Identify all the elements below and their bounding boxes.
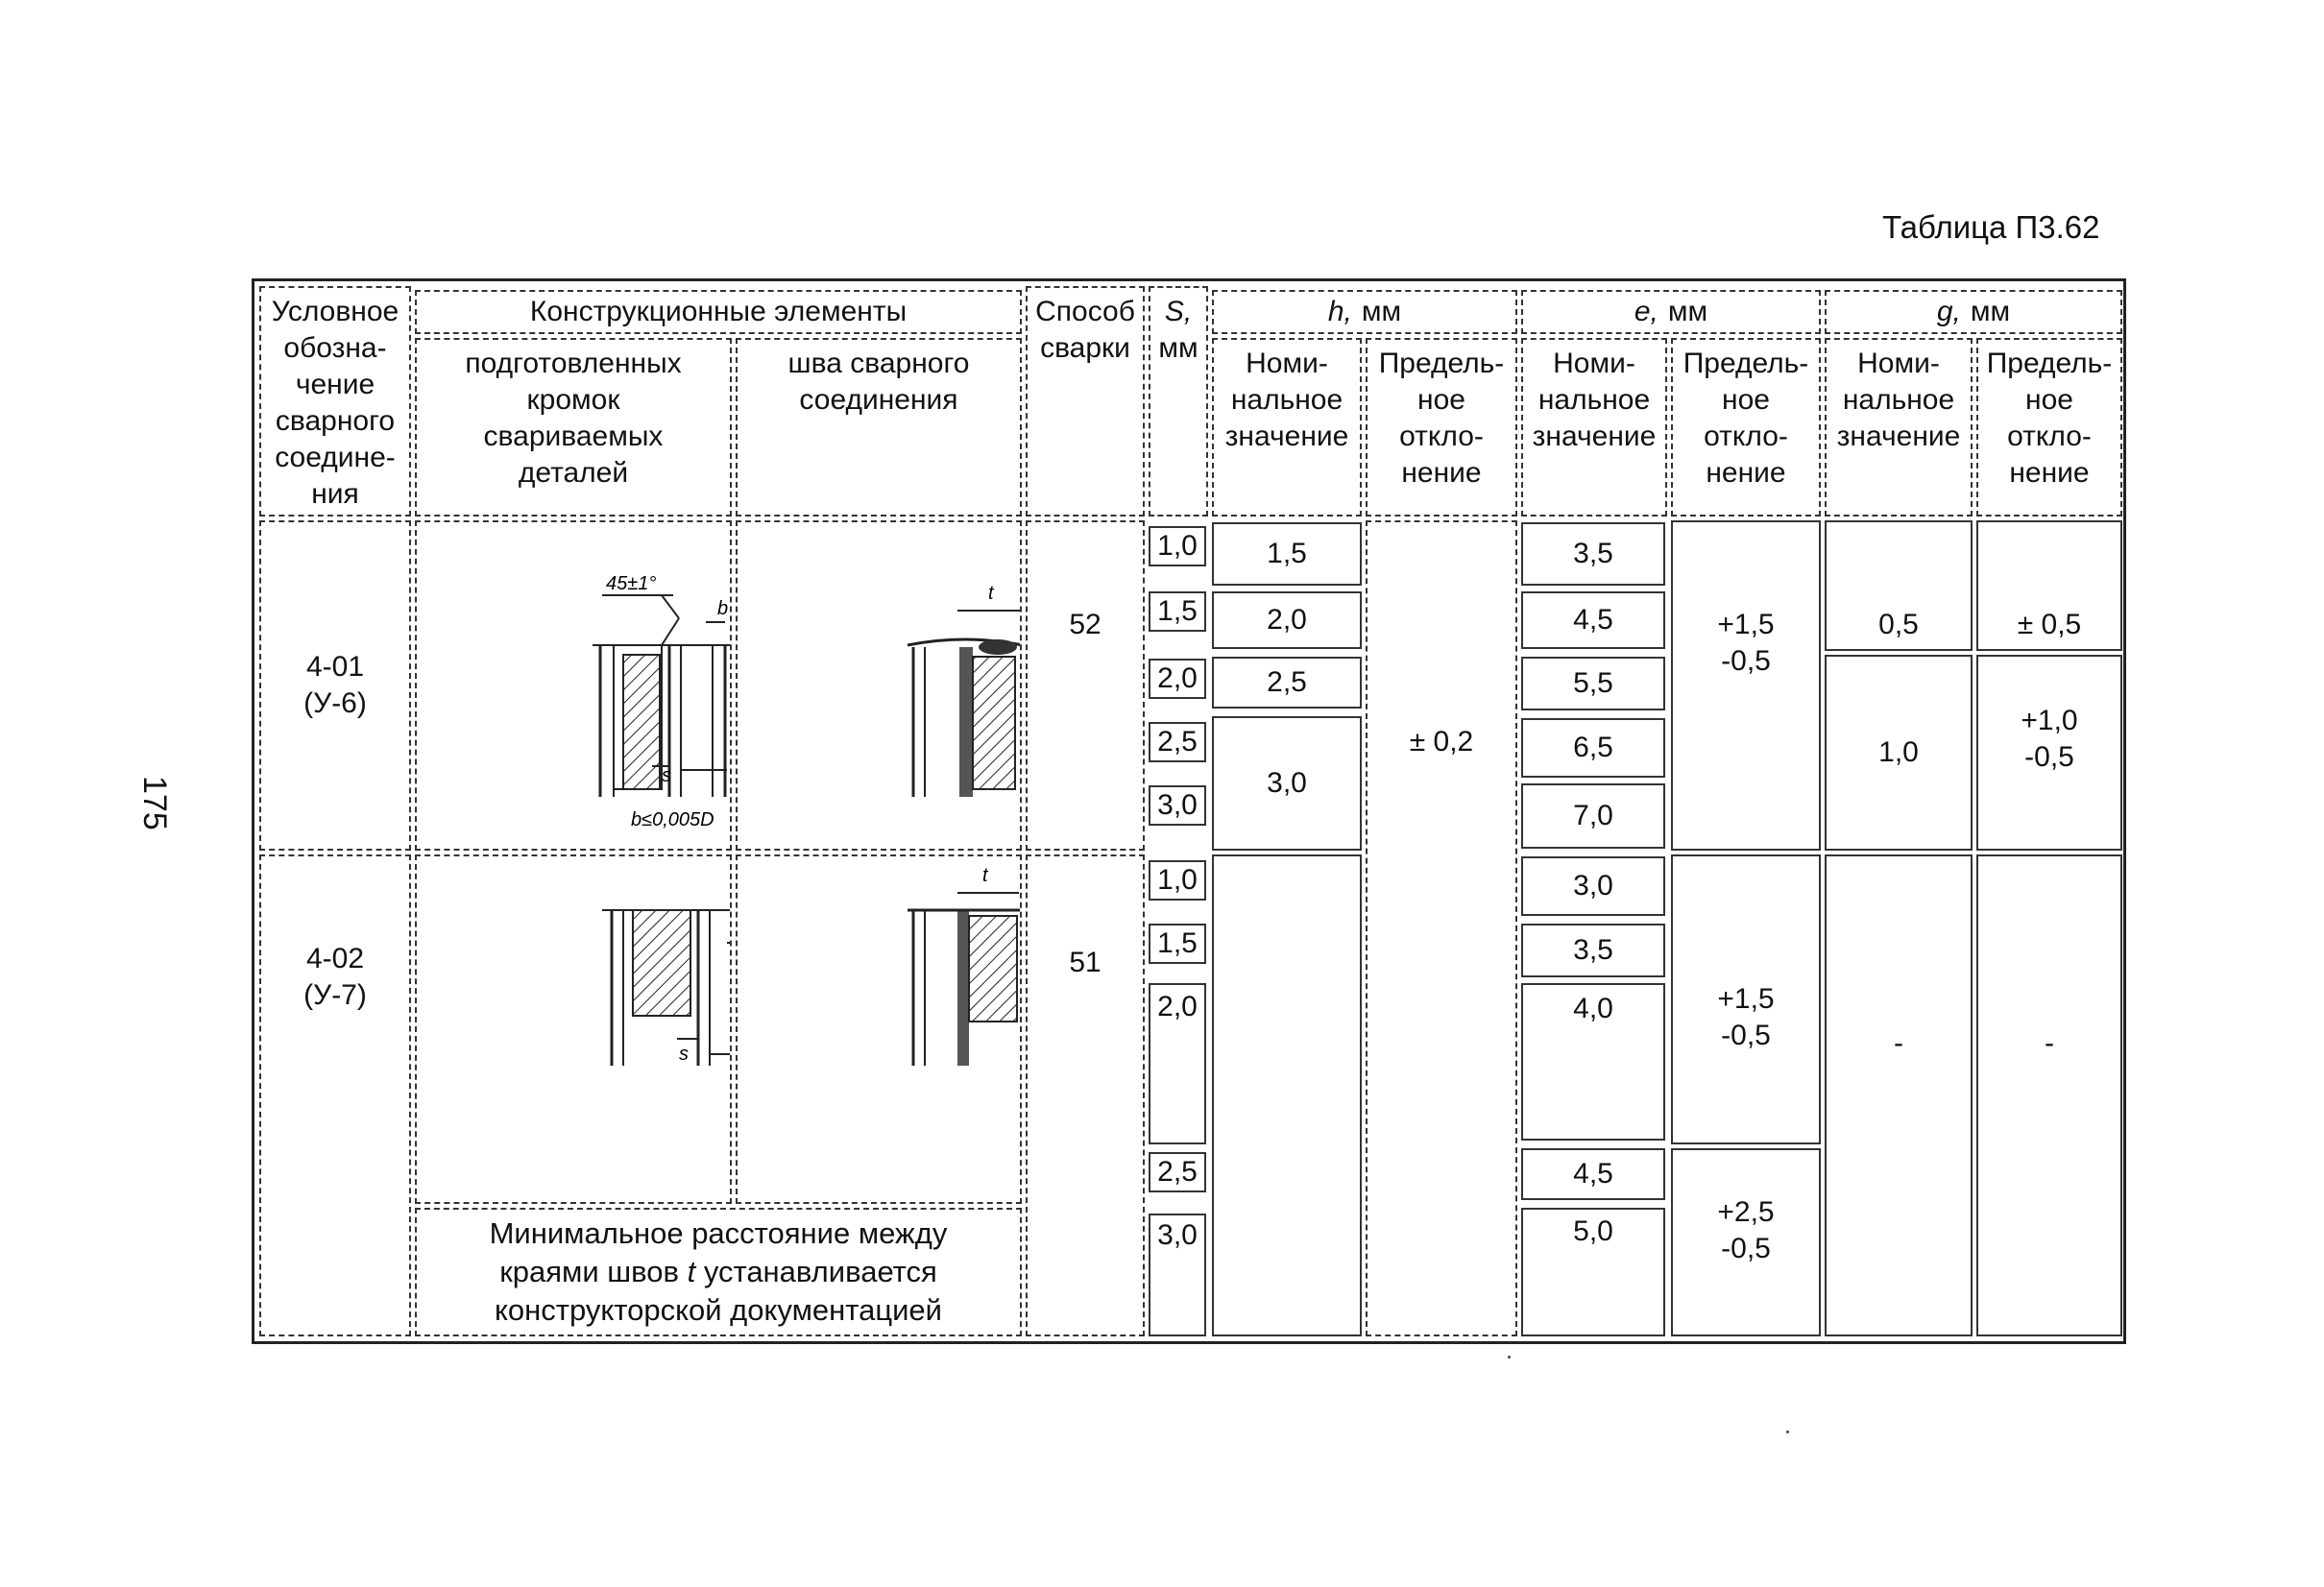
row1-s-3-text: 2,0 bbox=[1157, 662, 1198, 694]
row1-e-nominal-1 bbox=[1521, 522, 1665, 586]
row1-g-deviation-2-text: +1,0 -0,5 bbox=[2021, 705, 2078, 773]
header-g-unit: мм bbox=[1970, 296, 2011, 327]
row1-s-2-text: 1,5 bbox=[1157, 595, 1198, 627]
row1-g-deviation-2 bbox=[1976, 655, 2122, 851]
row1-s-4 bbox=[1149, 722, 1206, 762]
row1-g-deviation-1-text: ± 0,5 bbox=[2017, 609, 2082, 640]
row2-e-deviation-1 bbox=[1671, 854, 1821, 1144]
header-e-unit: мм bbox=[1667, 296, 1708, 327]
row1-edges-drawing bbox=[415, 520, 846, 851]
row2-g-nominal-text: - bbox=[1894, 1027, 1903, 1059]
row1-h-nominal-2-text: 2,0 bbox=[1267, 604, 1307, 636]
row2-method bbox=[1026, 854, 1145, 1336]
header-h-nominal bbox=[1212, 338, 1362, 517]
header-e-symbol: e, bbox=[1634, 296, 1658, 327]
header-g-nominal-text: Номи- нальное значение bbox=[1836, 348, 1961, 452]
scan-speck bbox=[1786, 1431, 1789, 1433]
row2-s-5-text: 3,0 bbox=[1157, 1219, 1198, 1251]
row1-h-nominal-2 bbox=[1212, 591, 1362, 649]
row2-e-nominal-1-text: 3,0 bbox=[1573, 870, 1613, 902]
row1-method bbox=[1026, 520, 1145, 851]
row1-s-4-text: 2,5 bbox=[1157, 726, 1198, 757]
header-h-nominal-text: Номи- нальное значение bbox=[1224, 348, 1349, 452]
row1-e-nominal-5 bbox=[1521, 783, 1665, 849]
row1-designation-text: 4-01 (У-6) bbox=[303, 651, 367, 719]
edge-preparation-drawing-2: b s D bbox=[573, 856, 732, 1204]
formula-label: b≤0,005D bbox=[631, 809, 714, 830]
header-h-unit: мм bbox=[1361, 296, 1402, 327]
header-designation bbox=[259, 286, 411, 517]
row2-s-4 bbox=[1149, 1152, 1206, 1192]
row1-method-text: 52 bbox=[1069, 609, 1101, 640]
row2-s-3 bbox=[1149, 983, 1206, 1144]
row1-e-nominal-1-text: 3,5 bbox=[1573, 538, 1613, 569]
row2-method-text: 51 bbox=[1069, 947, 1101, 978]
row1-s-1 bbox=[1149, 526, 1206, 566]
row1-h-nominal-4 bbox=[1212, 716, 1362, 851]
row1-e-deviation-text: +1,5 -0,5 bbox=[1717, 609, 1775, 677]
h-deviation bbox=[1366, 520, 1517, 1336]
header-h-deviation-text: Предель- ное откло- нение bbox=[1378, 348, 1505, 489]
header-g-deviation bbox=[1976, 338, 2122, 517]
row1-s-5 bbox=[1149, 785, 1206, 826]
header-elements bbox=[415, 290, 1022, 334]
row2-e-nominal-5 bbox=[1521, 1208, 1665, 1336]
row1-e-deviation bbox=[1671, 520, 1821, 851]
row2-e-nominal-1 bbox=[1521, 856, 1665, 916]
header-e bbox=[1521, 290, 1821, 334]
s-label: s bbox=[662, 765, 671, 786]
note-text bbox=[490, 1214, 948, 1330]
header-method bbox=[1026, 286, 1145, 517]
row1-e-nominal-4-text: 6,5 bbox=[1573, 732, 1613, 763]
angle-label: 45±1° bbox=[606, 573, 657, 594]
row2-g-deviation-text: - bbox=[2045, 1027, 2054, 1059]
t-label: t bbox=[988, 583, 994, 604]
h-deviation-text: ± 0,2 bbox=[1409, 726, 1474, 757]
header-weld-text: шва сварного соединения bbox=[787, 348, 970, 416]
header-e-deviation bbox=[1671, 338, 1821, 517]
row2-h-nominal bbox=[1212, 854, 1362, 1336]
row2-e-deviation-1-text: +1,5 -0,5 bbox=[1717, 983, 1775, 1051]
row1-g-nominal-2-text: 1,0 bbox=[1878, 736, 1919, 768]
row1-e-nominal-2 bbox=[1521, 591, 1665, 649]
row2-designation bbox=[259, 854, 411, 1336]
header-s-symbol: S, bbox=[1164, 296, 1193, 327]
row1-s-3 bbox=[1149, 659, 1206, 699]
header-g-nominal bbox=[1825, 338, 1973, 517]
header-s-unit: мм bbox=[1158, 332, 1198, 364]
row1-s-1-text: 1,0 bbox=[1157, 530, 1198, 562]
note bbox=[415, 1208, 1022, 1336]
row1-e-nominal-5-text: 7,0 bbox=[1573, 800, 1613, 831]
header-h-symbol: h, bbox=[1327, 296, 1352, 327]
header-h-deviation bbox=[1366, 338, 1517, 517]
edge-preparation-drawing: 45±1° b h s D b≤0,005D bbox=[606, 573, 846, 830]
row2-e-deviation-2 bbox=[1671, 1148, 1821, 1336]
note-line2c: устанавливается bbox=[695, 1255, 937, 1288]
note-line3: конструкторской документацией bbox=[495, 1293, 942, 1327]
header-e-deviation-text: Предель- ное откло- нение bbox=[1682, 348, 1809, 489]
header-s bbox=[1149, 286, 1208, 517]
row2-s-2 bbox=[1149, 924, 1206, 964]
row2-e-nominal-2-text: 3,5 bbox=[1573, 934, 1613, 966]
weld-joint-drawing: t e g bbox=[879, 522, 1022, 851]
row2-s-1 bbox=[1149, 860, 1206, 901]
scan-speck bbox=[1508, 1356, 1511, 1359]
page-number: 175 bbox=[136, 776, 173, 830]
row2-s-1-text: 1,0 bbox=[1157, 864, 1198, 896]
header-e-nominal-text: Номи- нальное значение bbox=[1532, 348, 1657, 452]
row2-e-nominal-2 bbox=[1521, 924, 1665, 977]
header-g bbox=[1825, 290, 2122, 334]
header-elements-text: Конструкционные элементы bbox=[529, 296, 908, 327]
s-label-2: s bbox=[679, 1044, 689, 1065]
row1-e-nominal-3-text: 5,5 bbox=[1573, 667, 1613, 699]
note-line1: Минимальное расстояние между bbox=[489, 1216, 948, 1250]
row2-e-nominal-4-text: 4,5 bbox=[1573, 1158, 1613, 1190]
row2-edges-drawing bbox=[415, 854, 780, 1204]
header-g-deviation-text: Предель- ное откло- нение bbox=[1986, 348, 2113, 489]
header-weld bbox=[736, 338, 1022, 517]
row2-s-4-text: 2,5 bbox=[1157, 1156, 1198, 1188]
header-e-nominal bbox=[1521, 338, 1667, 517]
row1-designation bbox=[259, 520, 411, 851]
header-edges-text: подготовленных кромок свариваемых деталей bbox=[465, 348, 682, 489]
row2-s-2-text: 1,5 bbox=[1157, 927, 1198, 959]
row1-h-nominal-3 bbox=[1212, 657, 1362, 709]
row1-h-nominal-3-text: 2,5 bbox=[1267, 666, 1307, 698]
row2-designation-text: 4-02 (У-7) bbox=[303, 943, 367, 1011]
note-line2a: краями швов bbox=[499, 1255, 688, 1288]
row1-g-nominal-2 bbox=[1825, 655, 1973, 851]
header-edges bbox=[415, 338, 732, 517]
row2-e-deviation-2-text: +2,5 -0,5 bbox=[1717, 1196, 1775, 1264]
row2-g-nominal bbox=[1825, 854, 1973, 1336]
table-caption: Таблица П3.62 bbox=[1882, 209, 2100, 245]
header-g-symbol: g, bbox=[1936, 296, 1961, 327]
row1-h-nominal-1-text: 1,5 bbox=[1267, 538, 1307, 569]
row1-s-2 bbox=[1149, 591, 1206, 632]
row2-s-5 bbox=[1149, 1214, 1206, 1336]
row2-s-3-text: 2,0 bbox=[1157, 991, 1198, 1022]
t-label-2: t bbox=[982, 865, 988, 886]
header-method-text: Способ сварки bbox=[1035, 296, 1135, 364]
row1-g-deviation-1 bbox=[1976, 520, 2122, 651]
row2-e-nominal-3 bbox=[1521, 983, 1665, 1141]
row1-h-nominal-1 bbox=[1212, 522, 1362, 586]
header-h bbox=[1212, 290, 1517, 334]
row1-h-nominal-4-text: 3,0 bbox=[1267, 767, 1307, 799]
weld-joint-drawing-2: t e bbox=[879, 856, 1022, 1204]
header-designation-text: Условное обозна- чение сварного соедине- ния bbox=[271, 296, 399, 510]
row1-g-nominal-1-text: 0,5 bbox=[1878, 609, 1919, 640]
row1-s-5-text: 3,0 bbox=[1157, 789, 1198, 821]
row2-g-deviation bbox=[1976, 854, 2122, 1336]
row1-e-nominal-2-text: 4,5 bbox=[1573, 604, 1613, 636]
row1-g-nominal-1 bbox=[1825, 520, 1973, 651]
b-label: b bbox=[717, 598, 729, 619]
row1-e-nominal-4 bbox=[1521, 718, 1665, 778]
row2-e-nominal-4 bbox=[1521, 1148, 1665, 1200]
row2-e-nominal-5-text: 5,0 bbox=[1573, 1215, 1613, 1247]
note-line2b: t bbox=[687, 1255, 696, 1288]
row2-e-nominal-3-text: 4,0 bbox=[1573, 993, 1613, 1024]
row1-e-nominal-3 bbox=[1521, 657, 1665, 710]
